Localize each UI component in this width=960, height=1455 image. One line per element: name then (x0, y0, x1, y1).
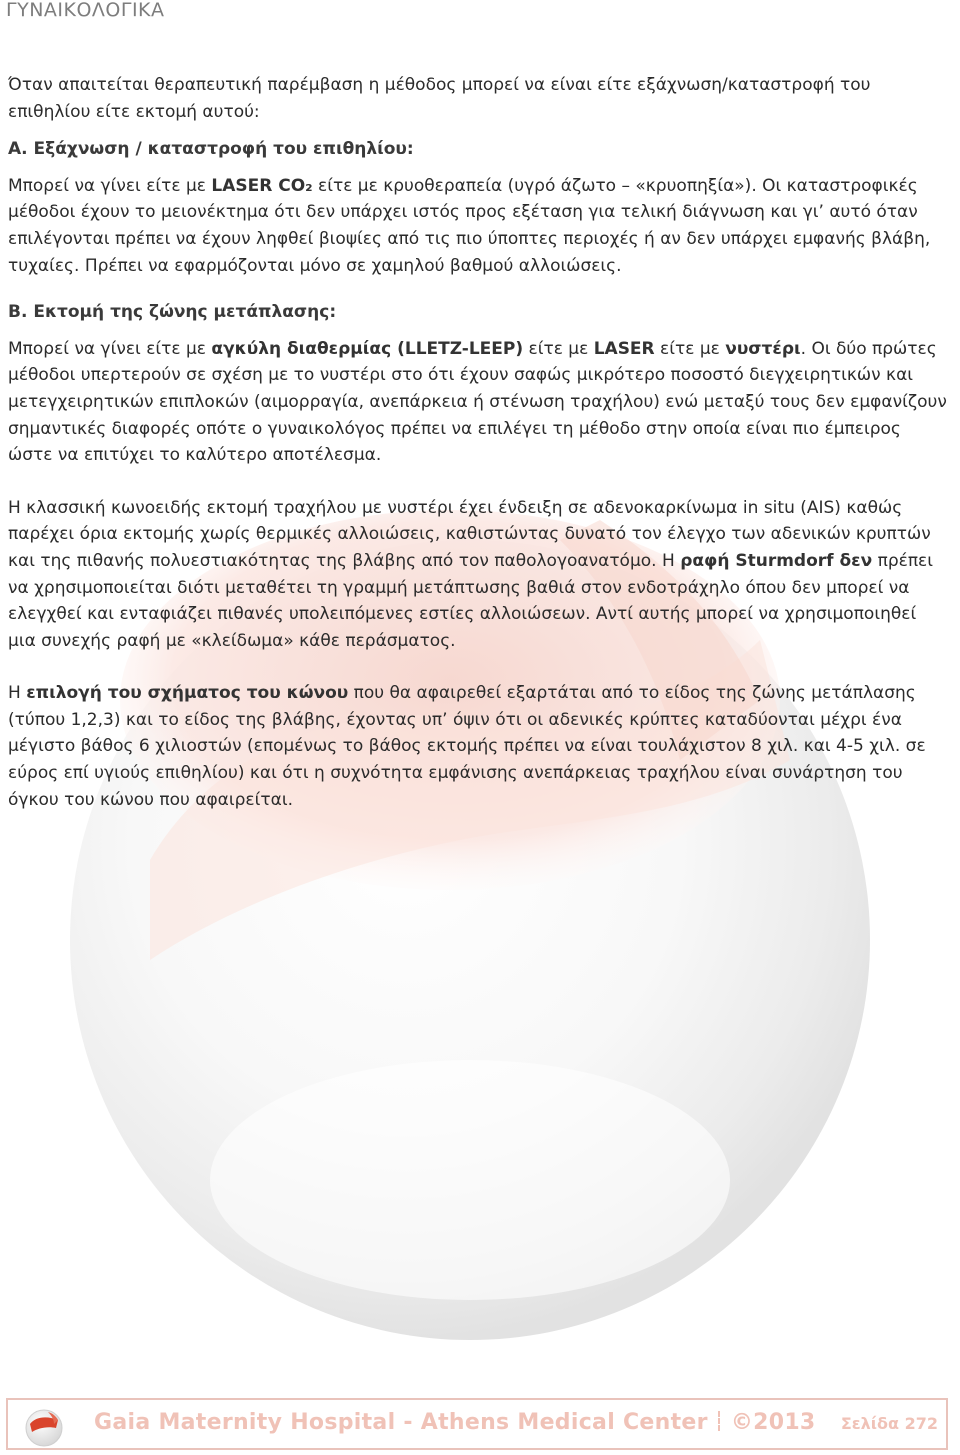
text-run: που θα αφαιρεθεί εξαρτάται από το είδος της ζώνης μετάπλασης (τύπου 1,2,3) και το είδος της βλάβης, έχοντας υπ’ όψιν ότι οι αδενικές κρύπτες καταδύονται μέχρι ένα μέγιστο βάθος 6 χιλιοστών (επομένως το βάθος εκτομής πρέπει να είναι τουλάχιστον 8 χιλ. και 4-5 χιλ. σε εύρος επί υγιούς επιθηλίου) και ότι η συχνότητα εμφάνισης ανεπάρκειας τραχήλου είναι συνάρτηση του όγκου του κώνου που αφαιρείται. (8, 683, 926, 810)
bold-term: LASER (593, 338, 655, 359)
text-run: Η κλασσική κωνοειδής εκτομή τραχήλου με νυστέρι έχει ένδειξη σε αδενοκαρκίνωμα in situ (AIS) καθώς παρέχει όρια εκτομής χωρίς θερμικές αλλοιώσεις, καθιστώντας δυνατό τον έλεγχο των αδενικών κρυπτών και της πιθανής πολυεστιακότητας της βλάβης από τον παθολογοανατόμο. Η (8, 497, 931, 571)
text-run: είτε με (654, 338, 726, 359)
footer-hospital-line (94, 1410, 816, 1435)
footer-copyright: ©2013 (730, 1410, 816, 1435)
document-body (8, 72, 948, 813)
text-run: Μπορεί να γίνει είτε με (8, 338, 212, 359)
section-b-paragraph (8, 336, 948, 469)
section-title: ΓΥΝΑΙΚΟΛΟΓΙΚΑ (6, 0, 165, 21)
text-run: είτε με κρυοθεραπεία (υγρό άζωτο – «κρυοπηξία»). Οι καταστροφικές μέθοδοι έχουν το μειονέκτημα ότι δεν υπάρχει ιστός προς εξέταση για τελική διάγνωση και γι’ αυτό όταν επιλέγονται πρέπει να έχουν ληφθεί βιοψίες από τις πιο ύποπτες περιοχές ή αν δεν υπάρχει εμφανής βλάβη, τυχαίες. Πρέπει να εφαρμόζονται μόνο σε χαμηλού βαθμού αλλοιώσεις. (8, 175, 931, 276)
page-number: Σελίδα 272 (840, 1414, 938, 1433)
section-a-paragraph (8, 173, 948, 279)
text-run: είτε με (523, 338, 594, 359)
intro-paragraph: Όταν απαιτείται θεραπευτική παρέμβαση η μέθοδος μπορεί να είναι είτε εξάχνωση/καταστροφή του επιθηλίου είτε εκτομή αυτού: (8, 75, 871, 122)
bold-term: LASER CO₂ (211, 175, 313, 196)
bold-term: αγκύλη διαθερμίας (LLETZ-LEEP) (211, 338, 524, 359)
cone-shape-paragraph (8, 680, 948, 813)
text-run: Μπορεί να γίνει είτε με (8, 175, 212, 196)
text-run: πρέπει να χρησιμοποιείται διότι μεταθέτει τη γραμμή μετάπτωσης βαθιά στον ενδοτράχηλο όπου δεν μπορεί να ελεγχθεί και ενταφιάζει πιθανές υπολειπόμενες εστίες αλλοιώσεων. Αντί αυτής μπορεί να χρησιμοποιηθεί μια συνεχής ραφή με «κλείδωμα» κάθε περάσματος. (8, 550, 933, 651)
text-run: Η (8, 683, 27, 704)
footer-hospital-name: Gaia Maternity Hospital - Athens Medical Center (94, 1410, 708, 1435)
bold-term: ραφή Sturmdorf δεν (680, 550, 873, 571)
cone-excision-paragraph (8, 495, 948, 655)
bold-term: νυστέρι (725, 338, 801, 359)
bold-term: επιλογή του σχήματος του κώνου (26, 683, 349, 704)
hospital-logo-icon (22, 1404, 66, 1448)
section-b-heading: Β. Εκτομή της ζώνης μετάπλασης: (8, 302, 337, 323)
text-run: . Οι δύο πρώτες μέθοδοι υπερτερούν σε σχέση με το νυστέρι στο ότι έχουν σαφώς μικρότερο ποσοστό διεγχειρητικών και μετεγχειρητικών επιπλοκών (αιμορραγία, ανεπάρκεια ή στένωση τραχήλου) ενώ μεταξύ τους δεν εμφανίζουν σημαντικές διαφορές οπότε ο γυναικολόγος πρέπει να επιλέγει τη μέθοδο στην οποία είναι πιο έμπειρος ώστε να επιτύχει το καλύτερο αποτέλεσμα. (8, 338, 947, 466)
section-a-heading: Α. Εξάχνωση / καταστροφή του επιθηλίου: (8, 139, 414, 160)
page-footer (6, 1398, 948, 1450)
footer-separator (718, 1411, 721, 1431)
